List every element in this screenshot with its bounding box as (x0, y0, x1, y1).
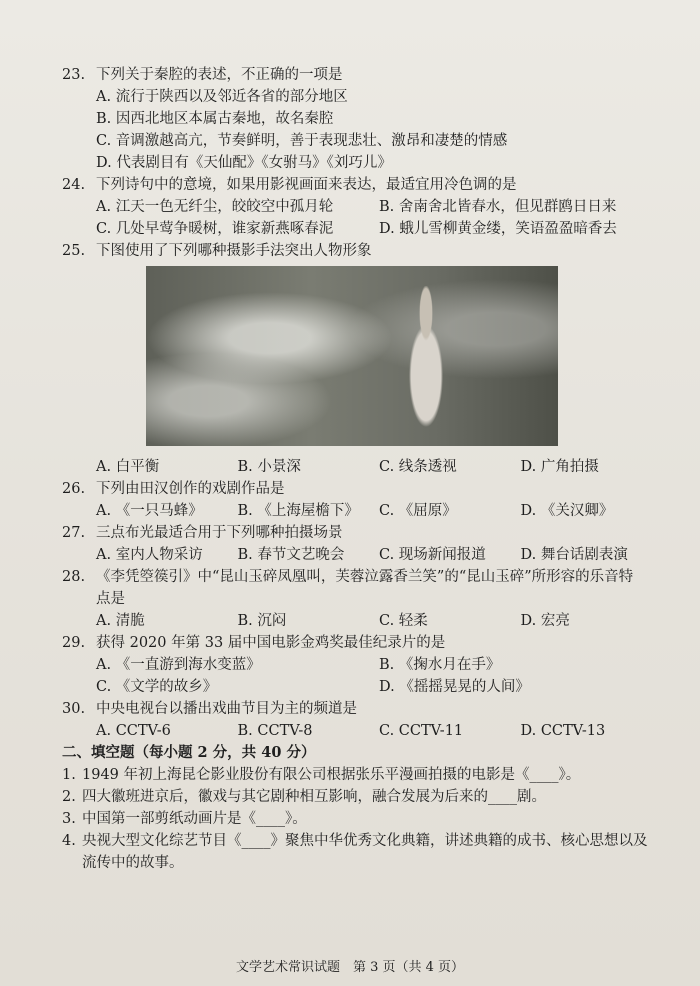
photo-person-figure (396, 286, 456, 436)
question-26: 26. 下列由田汉创作的戏剧作品是 (62, 481, 285, 497)
fill-2: 2. 四大徽班进京后，徽戏与其它剧种相互影响，融合发展为后来的____剧。 (62, 789, 546, 805)
question-24: 24. 下列诗句中的意境，如果用影视画面来表达，最适宜用冷色调的是 (62, 177, 517, 193)
page-footer: 文学艺术常识试题 第 3 页（共 4 页） (235, 960, 465, 975)
question-29: 29. 获得 2020 年第 33 届中国电影金鸡奖最佳纪录片的是 (62, 635, 446, 651)
option-23a: A. 流行于陕西以及邻近各省的部分地区 (96, 89, 348, 105)
question-25: 25. 下图使用了下列哪种摄影手法突出人物形象 (62, 243, 372, 259)
fill-4-cont: 流传中的故事。 (82, 855, 184, 871)
section-fill-blank-title: 二、填空题（每小题 2 分，共 40 分） (62, 744, 316, 761)
question-27: 27. 三点布光最适合用于下列哪种拍摄场景 (62, 525, 343, 541)
option-23d: D. 代表剧目有《天仙配》《女驸马》《刘巧儿》 (96, 155, 392, 171)
photo-shallow-depth-portrait (146, 266, 558, 446)
options-29-ab: A. 《一直游到海水变蓝》 B. 《掬水月在手》 (96, 657, 501, 673)
options-30: A. CCTV-6 B. CCTV-8 C. CCTV-11 D. CCTV-13 (96, 723, 606, 739)
options-28: A. 清脆 B. 沉闷 C. 轻柔 D. 宏亮 (96, 613, 570, 629)
options-29-cd: C. 《文学的故乡》 D. 《摇摇晃晃的人间》 (96, 679, 530, 695)
question-30: 30. 中央电视台以播出戏曲节目为主的频道是 (62, 701, 357, 717)
options-25: A. 白平衡 B. 小景深 C. 线条透视 D. 广角拍摄 (96, 459, 599, 475)
question-23: 23. 下列关于秦腔的表述，不正确的一项是 (62, 67, 343, 83)
options-24-ab: A. 江天一色无纤尘，皎皎空中孤月轮 B. 舍南舍北皆春水，但见群鸥日日来 (96, 199, 617, 215)
option-23c: C. 音调激越高亢，节奏鲜明，善于表现悲壮、激昂和凄楚的情感 (96, 133, 508, 149)
fill-4: 4. 央视大型文化综艺节目《____》聚焦中华优秀文化典籍，讲述典籍的成书、核心思想以及 (62, 833, 648, 849)
fill-1: 1. 1949 年初上海昆仑影业股份有限公司根据张乐平漫画拍摄的电影是《____》。 (62, 767, 581, 783)
options-24-cd: C. 几处早莺争暖树，谁家新燕啄春泥 D. 蛾儿雪柳黄金缕，笑语盈盈暗香去 (96, 221, 617, 237)
exam-content (62, 64, 662, 874)
options-26: A. 《一只马蜂》 B. 《上海屋檐下》 C. 《屈原》 D. 《关汉卿》 (96, 503, 614, 519)
option-23b: B. 因西北地区本属古秦地，故名秦腔 (96, 111, 334, 127)
question-28-cont: 点是 (96, 591, 125, 607)
fill-3: 3. 中国第一部剪纸动画片是《____》。 (62, 811, 307, 827)
options-27: A. 室内人物采访 B. 春节文艺晚会 C. 现场新闻报道 D. 舞台话剧表演 (96, 547, 628, 563)
question-28: 28. 《李凭箜篌引》中“昆山玉碎凤凰叫，芙蓉泣露香兰笑”的“昆山玉碎”所形容的乐音特 (62, 569, 634, 585)
